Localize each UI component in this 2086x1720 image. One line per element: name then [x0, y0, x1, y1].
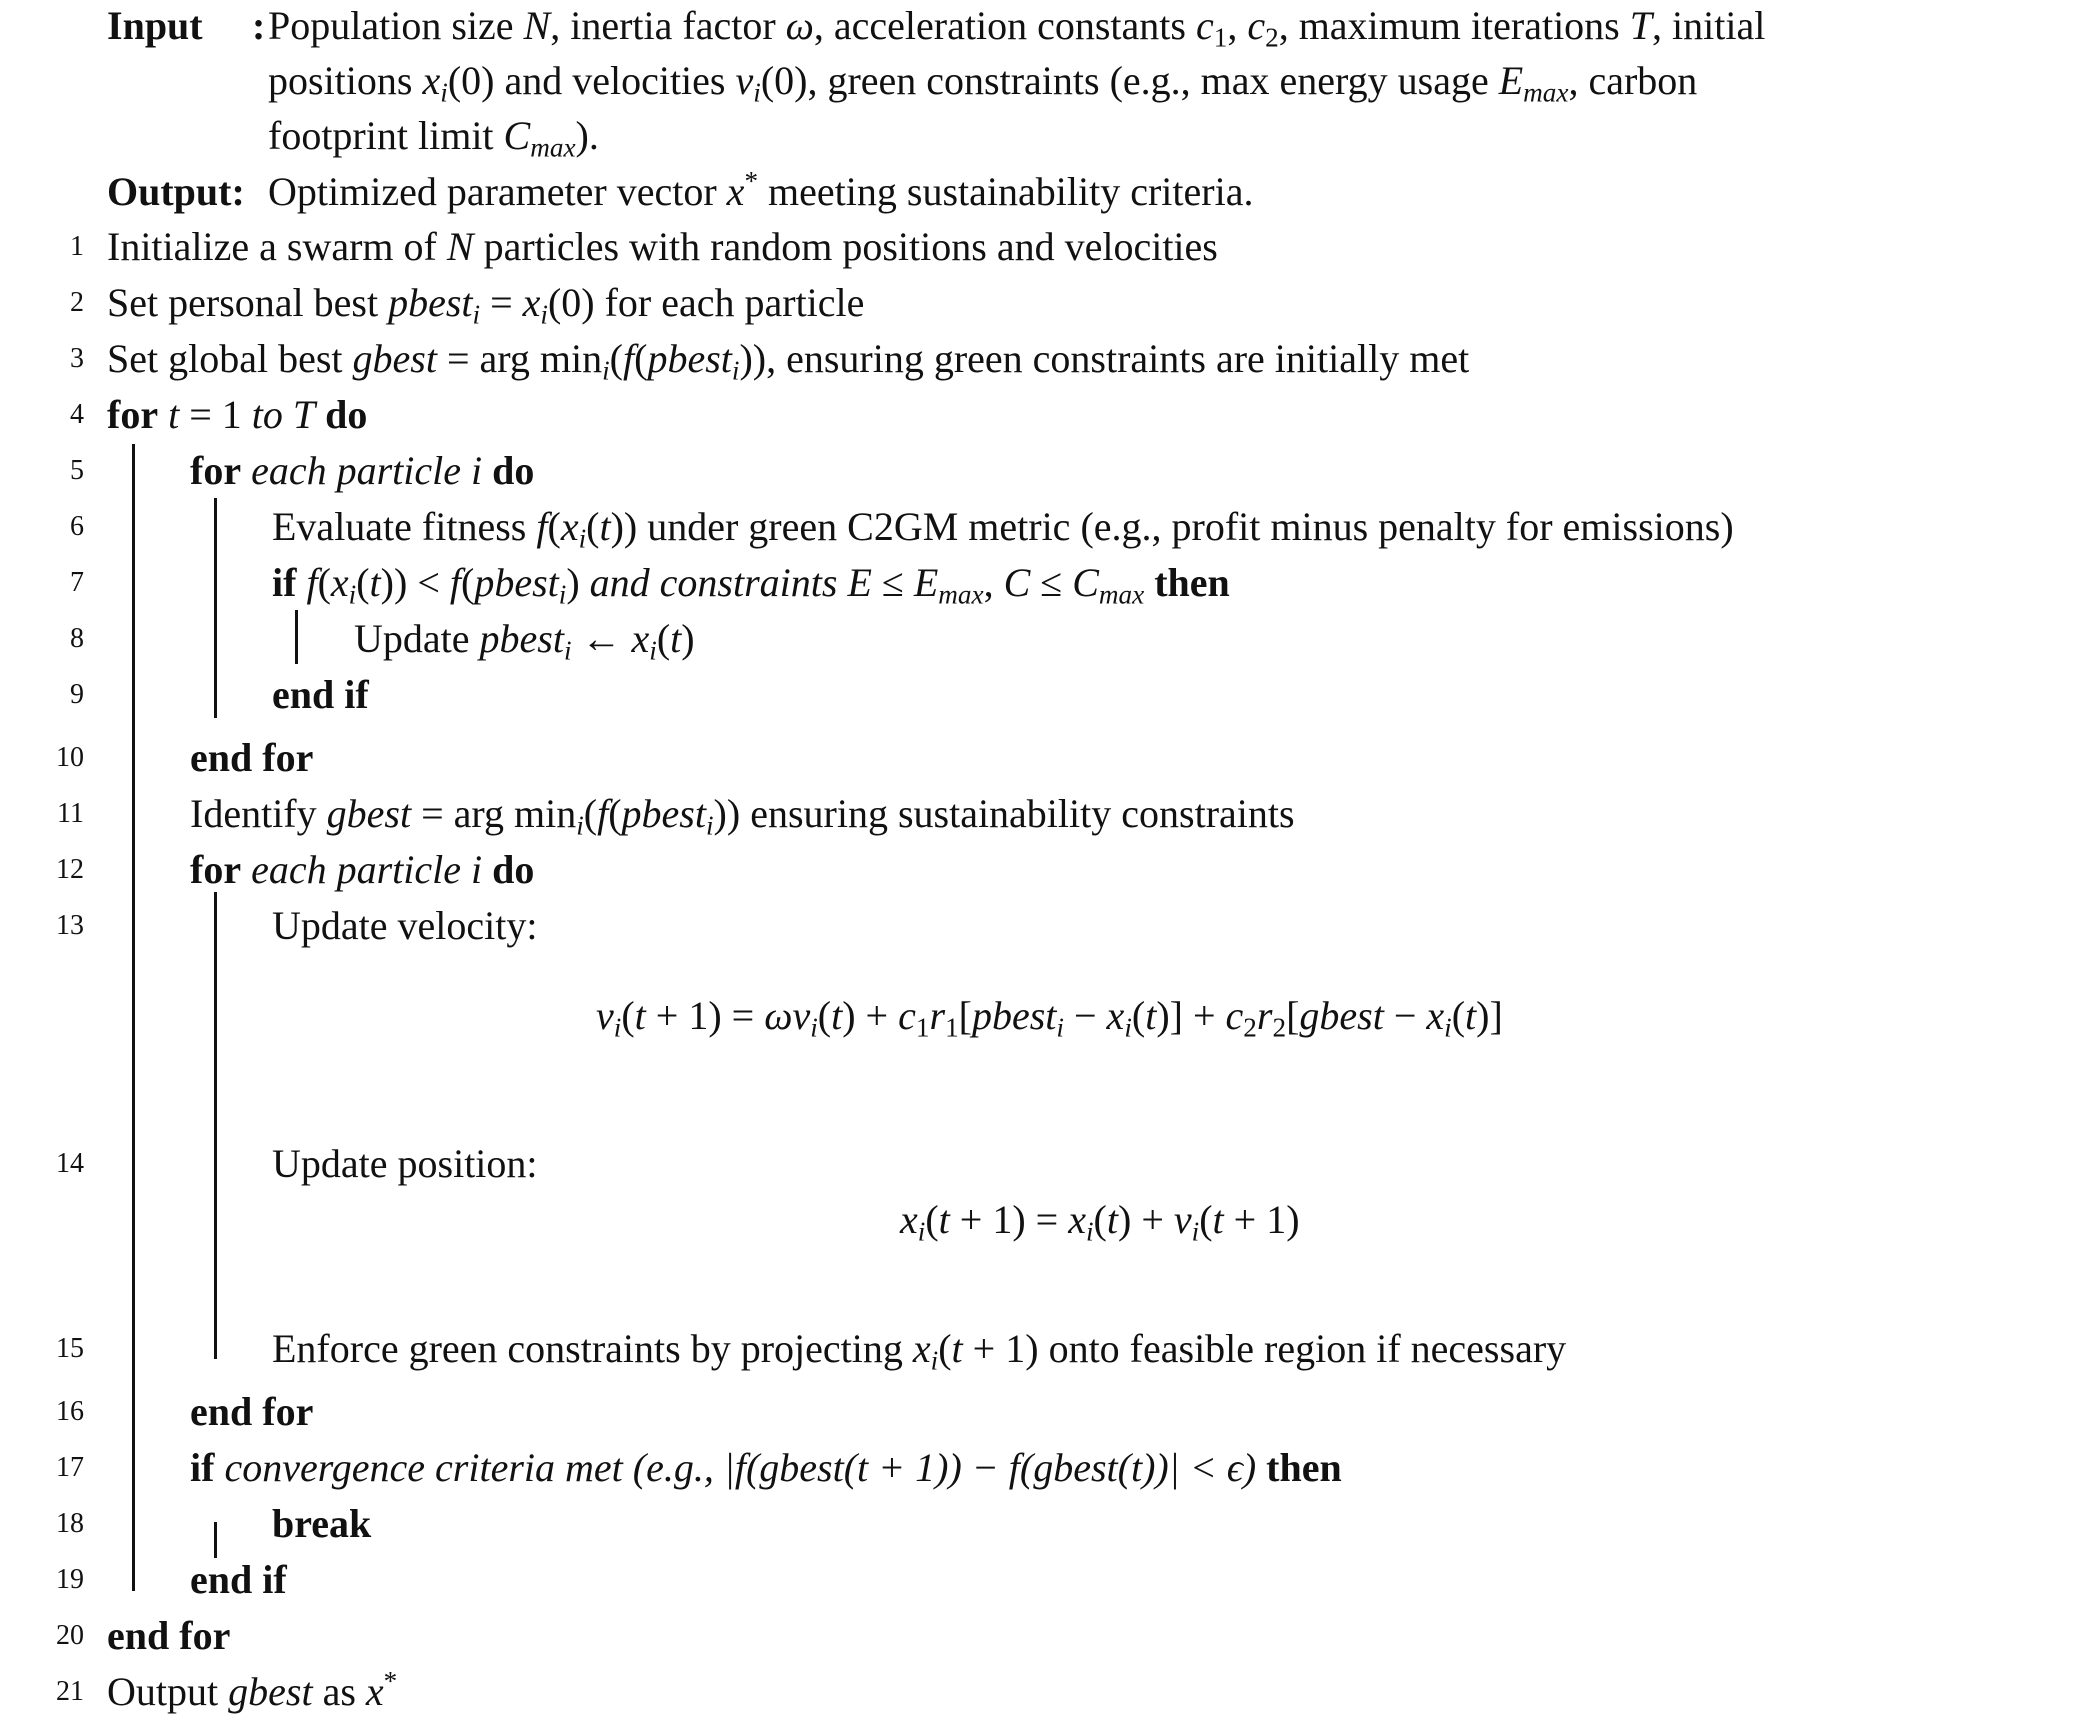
line-9: end if — [272, 672, 369, 717]
line-number: 16 — [56, 1396, 84, 1427]
output-label: Output: — [107, 169, 245, 214]
line-1: Initialize a swarm of N particles with random positions and velocities — [107, 224, 1218, 269]
block-rule-if-1 — [295, 610, 298, 664]
line-number: 5 — [70, 455, 84, 486]
line-number: 11 — [57, 798, 84, 829]
line-number: 13 — [56, 910, 84, 941]
line-number: 15 — [56, 1333, 84, 1364]
line-number: 3 — [70, 343, 84, 374]
line-20: end for — [107, 1613, 231, 1658]
line-18: break — [272, 1501, 372, 1546]
line-4: for t = 1 to T do — [107, 392, 368, 437]
input-line-3: footprint limit $C_{max}$). — [268, 113, 599, 163]
line-5: for each particle i do — [190, 448, 535, 493]
line-number: 19 — [56, 1564, 84, 1595]
line-19: end if — [190, 1557, 287, 1602]
block-rule-inner-for-1 — [214, 498, 217, 718]
line-3: Set global best gbest = arg $\min_i(f(pbest_i))$, ensuring green constraints are initially met — [107, 336, 1470, 386]
line-number: 7 — [70, 567, 84, 598]
velocity-equation: $v_i(t + 1) = \omega v_i(t)$ + $c_1r_1[pbest_i - x_i(t)]$ + $c_2r_2[gbest - x_i(t)]$ — [596, 993, 1503, 1043]
line-number: 14 — [56, 1148, 84, 1179]
line-10: end for — [190, 735, 314, 780]
line-16: end for — [190, 1389, 314, 1434]
line-number: 2 — [70, 287, 84, 318]
position-equation: $x_i(t + 1) = x_i(t) + v_i(t + 1)$ — [900, 1197, 1300, 1247]
line-number: 12 — [56, 854, 84, 885]
line-8: Update pbest$_i$ ← $x_i(t)$ — [354, 616, 695, 666]
line-6: Evaluate fitness $f(x_i(t))$ under green C2GM metric (e.g., profit minus penalty for emissions) — [272, 504, 1734, 554]
line-number: 18 — [56, 1508, 84, 1539]
line-number: 8 — [70, 623, 84, 654]
line-number: 4 — [70, 399, 84, 430]
input-label: Input — [107, 3, 203, 48]
line-number: 1 — [70, 231, 84, 262]
input-separator: : — [252, 3, 266, 48]
input-line-2: positions $x_i(0)$ and velocities $v_i(0)$, green constraints (e.g., max energy usage $E_{max}$, carbon — [268, 58, 1698, 108]
line-21: Output gbest as x* — [107, 1666, 398, 1714]
output-text: Optimized parameter vector x* meeting sustainability criteria. — [268, 166, 1254, 214]
line-17: if convergence criteria met (e.g., |f(gbest(t + 1)) − f(gbest(t))| < ϵ) then — [190, 1445, 1342, 1490]
line-13: Update velocity: — [272, 903, 538, 948]
line-15: Enforce green constraints by projecting $x_i(t + 1)$ onto feasible region if necessary — [272, 1326, 1567, 1376]
line-number: 20 — [56, 1620, 84, 1651]
line-number: 9 — [70, 679, 84, 710]
line-14: Update position: — [272, 1141, 538, 1186]
input-line-1: Population size N, inertia factor ω, acceleration constants $c_1$, $c_2$, maximum iterations T, initial — [268, 3, 1766, 53]
line-number: 21 — [56, 1676, 84, 1707]
line-7: if $f(x_i(t))$ < f(pbest$_i$) and constraints $E \le E_{max}$, $C \le C_{max}$ then — [272, 560, 1230, 610]
line-number: 17 — [56, 1452, 84, 1483]
line-number: 6 — [70, 511, 84, 542]
line-2: Set personal best pbest$_i$ = $x_i(0)$ for each particle — [107, 280, 865, 330]
block-rule-if-2 — [214, 1522, 217, 1558]
block-rule-outer-for — [132, 444, 135, 1591]
line-12: for each particle i do — [190, 847, 535, 892]
line-number: 10 — [56, 742, 84, 773]
line-11: Identify gbest = arg $\min_i(f(pbest_i))$ ensuring sustainability constraints — [190, 791, 1295, 841]
block-rule-inner-for-2 — [214, 892, 217, 1359]
